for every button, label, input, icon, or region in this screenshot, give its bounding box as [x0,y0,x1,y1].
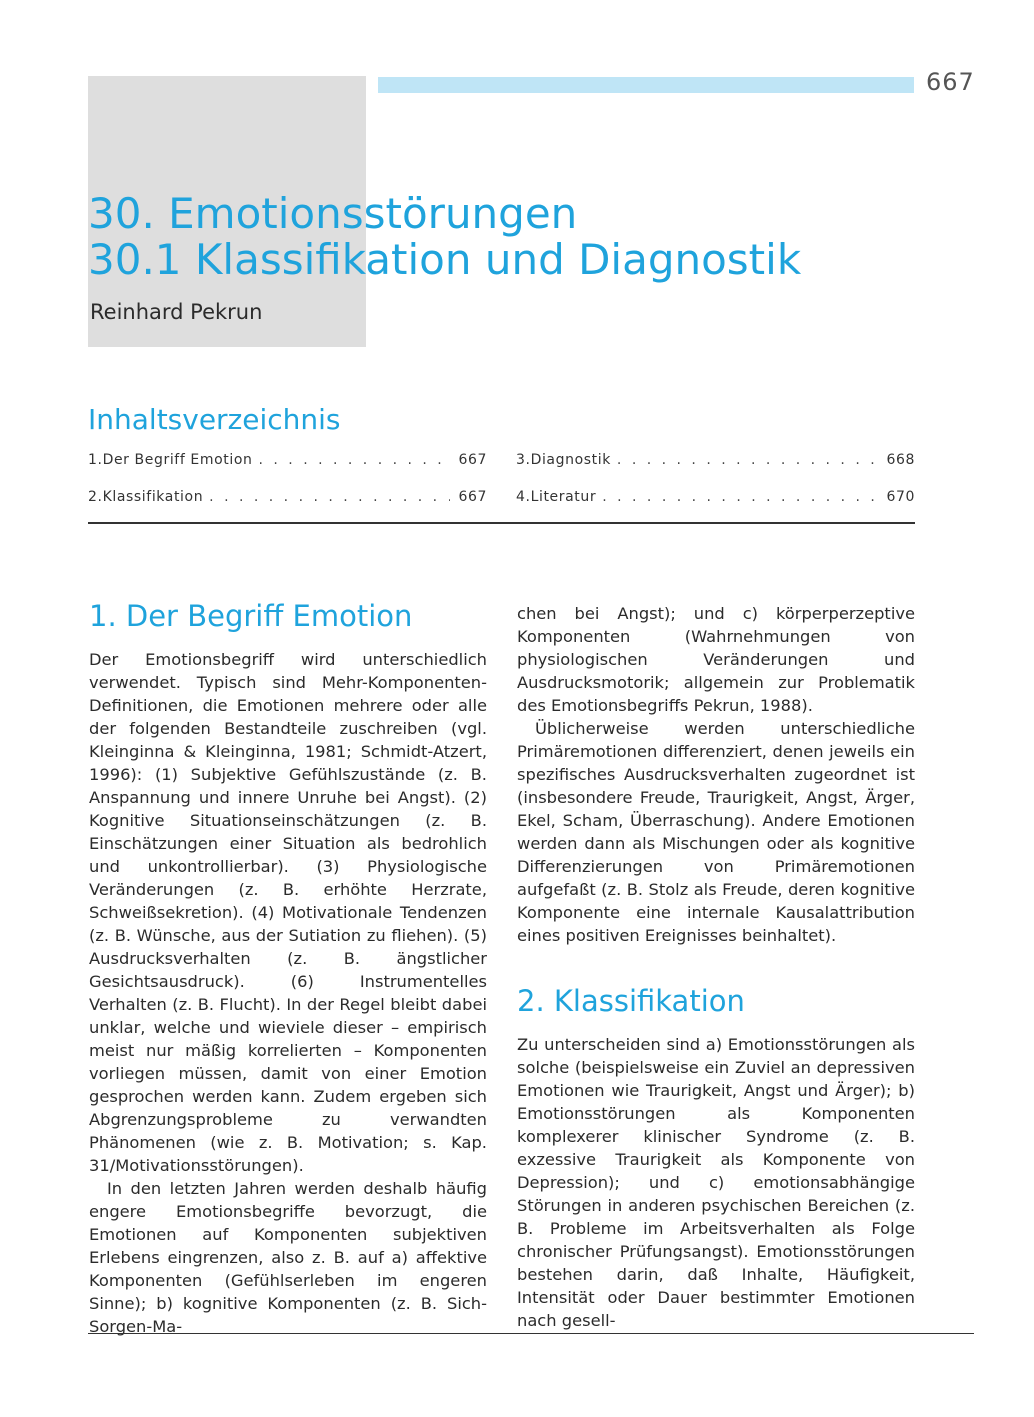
section-2-heading: 2. Klassifikation [517,984,745,1018]
section-1-heading: 1. Der Begriff Emotion [89,599,413,633]
toc-leader-dots [602,489,878,505]
chapter-title [88,191,801,283]
section-1-paragraph-2: In den letzten Jahren werden deshalb häufig engere Emotionsbegriffe bevorzugt, die Emotionen auf Komponenten subjektiven Erlebens eingrenzen, also z. B. auf a) affektive Komponenten (Gefühlserleben im engeren Sinne); b) kognitive Komponenten (z. B. Sich-Sorgen-Ma- [89,1179,487,1336]
toc-heading: Inhaltsverzeichnis [88,403,341,436]
toc-item-number: 1. [88,452,103,468]
chapter-title-line-1: 30. Emotionsstörungen [88,189,578,238]
toc-item-diagnostik[interactable] [516,452,915,474]
toc-item-begriff-emotion[interactable] [88,452,487,474]
left-column [89,596,487,1338]
toc-item-label: Literatur [530,489,597,505]
toc-divider [88,522,915,524]
toc-item-label: Diagnostik [530,452,611,468]
toc-item-number: 4. [516,489,531,505]
section-1-paragraph-2-continued: chen bei Angst); und c) körperperzeptive Komponenten (Wahrnehmungen von physiologischen Veränderungen und Ausdrucksmotorik; allgemein zur Problematik des Emotionsbegriffs Pekrun, 1988). [517,604,915,715]
author-name: Reinhard Pekrun [90,300,263,324]
toc-item-klassifikation[interactable] [88,489,487,511]
toc-leader-dots [617,452,879,468]
toc-item-label: Klassifikation [102,489,204,505]
toc-leader-dots [209,489,450,505]
page-number: 667 [926,68,975,96]
section-1-paragraph-1: Der Emotionsbegriff wird unterschiedlich verwendet. Typisch sind Mehr-Komponenten-Definitionen, die Emotionen mehrere oder alle der folgenden Bestandteile zuschreiben (vgl. Kleinginna & Kleinginna, 1981; Schmidt-Atzert, 1996): (1) Subjektive Gefühlszustände (z. B. Anspannung und innere Unruhe bei Angst). (2) Kognitive Situationseinschätzungen (z. B. Einschätzungen einer Situation als bedrohlich und unkontrollierbar). (3) Physiologische Veränderungen (z. B. erhöhte Herzrate, Schweißsekretion). (4) Motivationale Tendenzen (z. B. Wünsche, aus der Sutiation zu fliehen). (5) Ausdrucksverhalten (z. B. ängstlicher Gesichtsausdruck). (6) Instrumentelles Verhalten (z. B. Flucht). In der Regel bleibt dabei unklar, welche und wieviele dieser – empirisch meist nur mäßig korrelierten – Komponenten vorliegen müssen, damit von einer Emotion gesprochen werden kann. Zudem ergeben sich Abgrenzungsprobleme zu verwandten Phänomenen (wie z. B. Motivation; s. Kap. 31/Motivationsstörungen). [89,650,487,1175]
toc-item-number: 3. [516,452,531,468]
header-accent-bar [378,77,914,93]
section-2-paragraph-1: Zu unterscheiden sind a) Emotionsstörungen als solche (beispielsweise ein Zuviel an depressiven Emotionen wie Traurigkeit, Angst und Ärger); b) Emotionsstörungen als Komponenten komplexerer klinischer Syndrome (z. B. exzessive Traurigkeit als Komponente von Depression); und c) emotionsabhängige Störungen in anderen psychischen Bereichen (z. B. Probleme im Arbeitsverhalten als Folge chronischer Prüfungsangst). Emotionsstörungen bestehen darin, daß Inhalte, Häufigkeit, Intensität oder Dauer bestimmter Emotionen nach gesell- [517,1035,915,1330]
toc-item-page: 667 [458,452,487,468]
toc-item-page: 668 [886,452,915,468]
toc-item-page: 670 [886,489,915,505]
footer-divider [88,1333,974,1334]
toc-item-literatur[interactable] [516,489,915,511]
chapter-title-line-2: 30.1 Klassifikation und Diagnostik [88,235,802,284]
toc-item-page: 667 [458,489,487,505]
section-1-paragraph-3: Üblicherweise werden unterschiedliche Primäremotionen differenziert, denen jeweils ein spezifisches Ausdrucksverhalten zugeordnet ist (insbesondere Freude, Traurigkeit, Angst, Ärger, Ekel, Scham, Überraschung). Andere Emotionen werden dann als Mischungen oder als kognitive Differenzierungen von Primäremotionen aufgefaßt (z. B. Stolz als Freude, deren kognitive Komponente eine internale Kausalattribution eines positiven Ereignisses beinhaltet). [517,719,915,945]
right-column [517,602,915,1332]
toc-item-label: Der Begriff Emotion [102,452,253,468]
toc-item-number: 2. [88,489,103,505]
toc-leader-dots [259,452,451,468]
